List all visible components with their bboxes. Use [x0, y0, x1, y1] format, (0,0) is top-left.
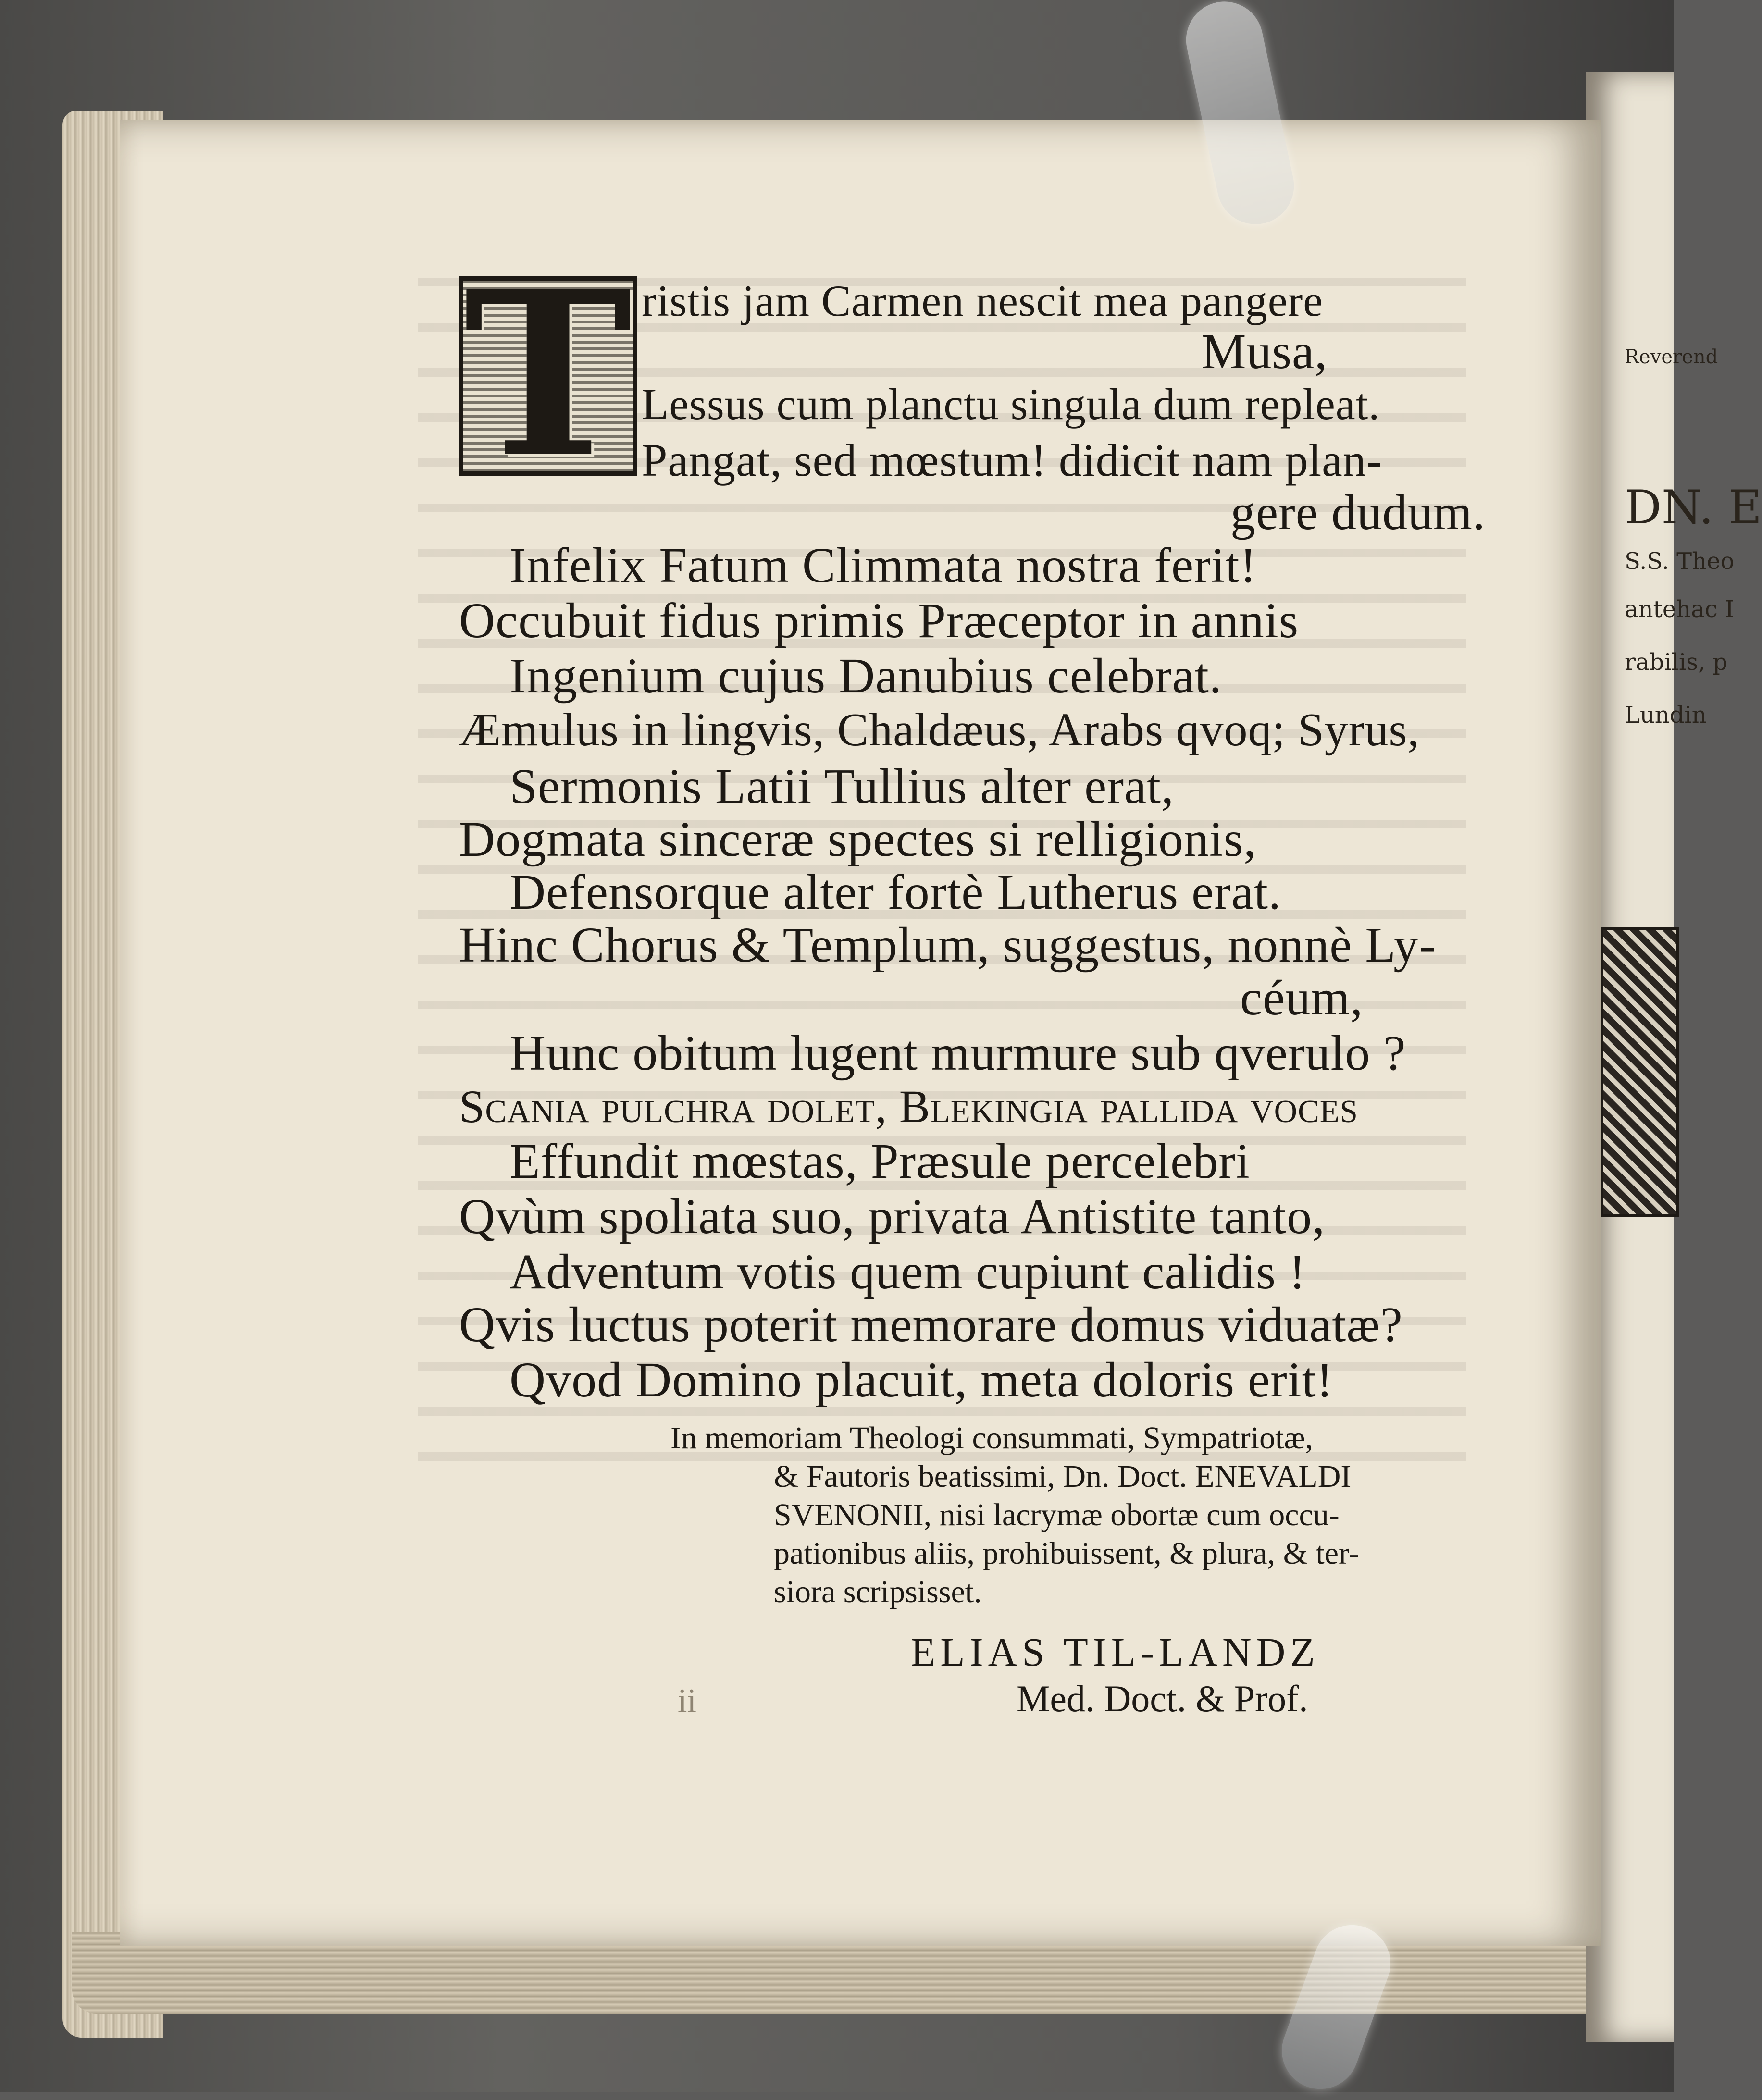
page-mark: ii [678, 1682, 696, 1719]
verse-line: Musa, [1202, 324, 1328, 379]
dedication-line: SVENONII, nisi lacrymæ obortæ cum occu- [774, 1497, 1340, 1532]
initial-letter: T [464, 242, 632, 507]
verse-line: Adventum votis quem cupiunt calidis ! [509, 1244, 1306, 1299]
verse-line: Effundit mœstas, Præsule percelebri [509, 1134, 1250, 1189]
facing-page-line: antehac I [1625, 596, 1734, 623]
verse-line: Scania pulchra dolet, Blekingia pallida voces [459, 1081, 1358, 1132]
verse-line: ristis jam Carmen nescit mea pangere [642, 276, 1324, 325]
signature-title: Med. Doct. & Prof. [1017, 1678, 1308, 1719]
verse-line: Ingenium cujus Danubius celebrat. [509, 648, 1222, 704]
decorated-initial [459, 242, 637, 507]
verse-line: Qvis luctus poterit memorare domus viduatæ? [459, 1297, 1403, 1352]
facing-page-line: Reverend [1625, 346, 1718, 368]
facing-page-line: S.S. Theo [1625, 548, 1735, 575]
verse-line: Hinc Chorus & Templum, suggestus, nonnè Ly- [459, 917, 1436, 973]
verse-line: Infelix Fatum Climmata nostra ferit! [509, 538, 1257, 593]
signature-name: ELIAS TIL-LANDZ [911, 1630, 1320, 1675]
verse-line: Qvùm spoliata suo, privata Antistite tanto, [459, 1189, 1326, 1244]
facing-page-woodcut [1601, 927, 1679, 1217]
verse-line: Æmulus in lingvis, Chaldæus, Arabs qvoq; Syrus, [459, 704, 1420, 756]
dedication-line: siora scripsisset. [774, 1574, 982, 1609]
verse-line: Lessus cum planctu singula dum repleat. [642, 380, 1380, 429]
verse-line: Occubuit fidus primis Præceptor in annis [459, 593, 1299, 648]
verse-line: Dogmata sinceræ spectes si relligionis, [459, 812, 1257, 867]
facing-page-line: rabilis, p [1625, 649, 1728, 676]
facing-page-line: Lundin [1625, 702, 1707, 729]
dedication-line: pationibus aliis, prohibuissent, & plura, & ter- [774, 1536, 1359, 1571]
verse-line: gere dudum. [1230, 485, 1486, 540]
dedication-line: & Fautoris beatissimi, Dn. Doct. ENEVALDI [774, 1459, 1352, 1494]
facing-page-line: DN. E [1625, 481, 1762, 534]
verse-line: Pangat, sed mœstum! didicit nam plan- [642, 434, 1382, 486]
verse-line: Hunc obitum lugent murmure sub qverulo ? [509, 1025, 1406, 1081]
verse-line: Sermonis Latii Tullius alter erat, [509, 759, 1175, 814]
verse-line: céum, [1240, 970, 1364, 1025]
dedication-line: In memoriam Theologi consummati, Sympatriotæ, [670, 1421, 1313, 1456]
verse-line: Defensorque alter fortè Lutherus erat. [509, 865, 1281, 920]
verse-line: Qvod Domino placuit, meta doloris erit! [509, 1352, 1334, 1408]
